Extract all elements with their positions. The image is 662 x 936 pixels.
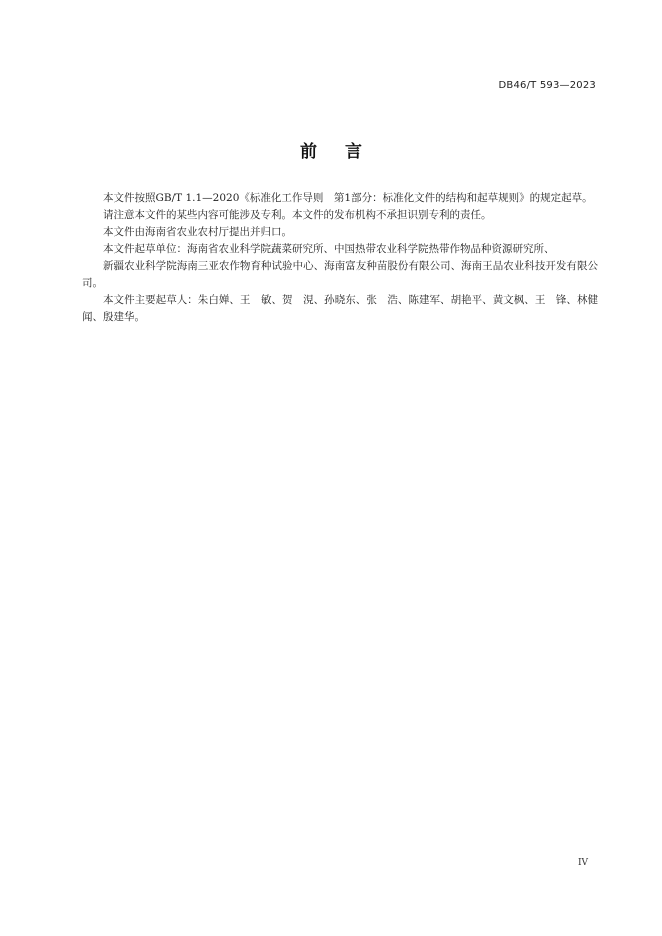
- paragraph-main-drafters: 本文件主要起草人：朱白婵、王 敏、贺 涀、孙晓东、张 浩、陈建军、胡艳平、黄文枫、王 锋、林健闻、殷建华。: [82, 294, 598, 323]
- page-title: 前言: [300, 142, 390, 162]
- page-number: IV: [577, 858, 588, 868]
- paragraph-proposer: 本文件由海南省农业农村厅提出并归口。: [103, 226, 292, 238]
- paragraph-drafting-units: 本文件起草单位：海南省农业科学院蔬菜研究所、中国热带农业科学院热带作物品种资源研究所、: [103, 243, 555, 255]
- paragraph-drafting-units-cont: 新疆农业科学院海南三亚农作物育种试验中心、海南富友种苗股份有限公司、海南王品农业科技开发有限公司。: [82, 260, 598, 289]
- paragraph-drafting-rules: 本文件按照GB/T 1.1—2020《标准化工作导则 第1部分：标准化文件的结构和起草规则》的规定起草。: [103, 192, 593, 204]
- paragraph-patent-notice: 请注意本文件的某些内容可能涉及专利。本文件的发布机构不承担识别专利的责任。: [103, 209, 492, 221]
- foreword-body: [82, 190, 598, 326]
- document-code: DB46/T 593—2023: [498, 80, 596, 91]
